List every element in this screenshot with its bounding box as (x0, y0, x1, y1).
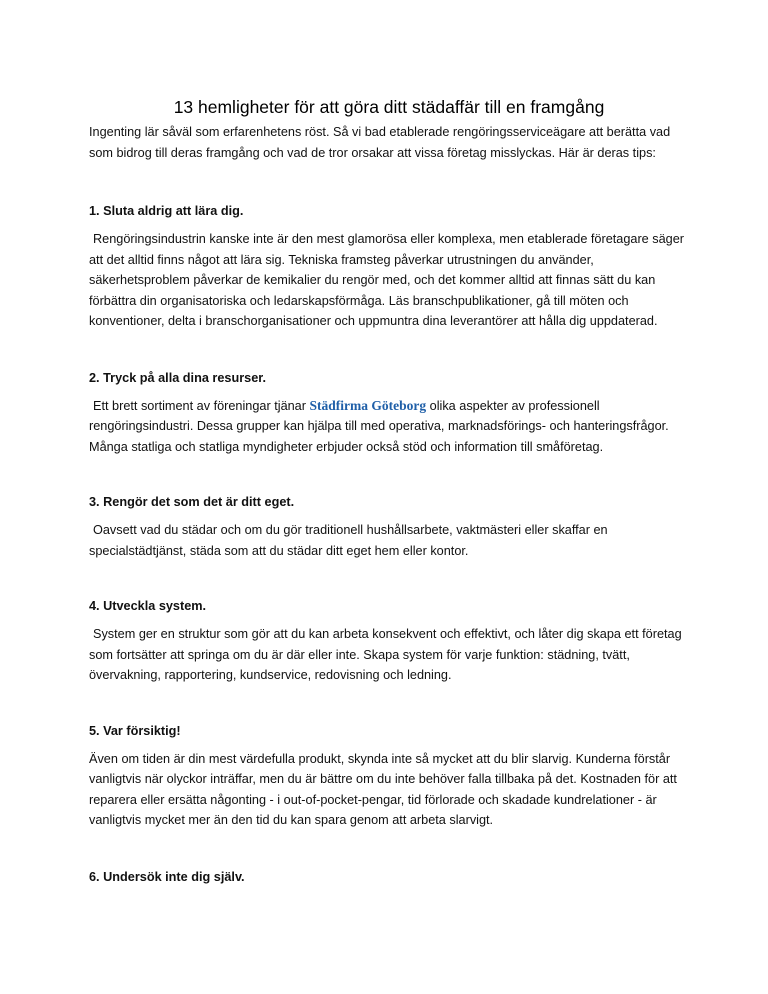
section-6 (89, 867, 689, 887)
document-page (89, 96, 689, 895)
section-body: Även om tiden är din mest värdefulla produkt, skynda inte så mycket att du blir slarvig. Kunderna förstår vanligtvis när olyckor inträffar, men du är bättre om du inte behöver falla tillbaka på det. Kostnaden för att reparera eller ersätta någonting - i out-of-pocket-pengar, tid förlorade och skadade kundrelationer - är vanligtvis mycket mer än den tid du kan spara genom att arbeta slarvigt. (89, 751, 677, 827)
section-5 (89, 721, 689, 831)
section-2 (89, 368, 689, 458)
section-1 (89, 201, 689, 332)
section-body: System ger en struktur som gör att du kan arbeta konsekvent och effektivt, och låter dig skapa ett företag som fortsätter att springa om du är där eller inte. Skapa system för varje funktion: städning, tvätt, övervakning, rapportering, kundservice, redovisning och ledning. (89, 627, 682, 682)
intro-paragraph: Ingenting lär såväl som erfarenhetens röst. Så vi bad etablerade rengöringsserviceägare att berätta vad som bidrog till deras framgång och vad de tror orsakar att vissa företag misslyckas. Här är deras tips: (89, 125, 671, 160)
document-title: 13 hemligheter för att göra ditt städaffär till en framgång (173, 97, 605, 117)
section-body: Oavsett vad du städar och om du gör traditionell hushållsarbete, vaktmästeri eller skaffar en specialstädtjänst, städa som att du städar ditt eget hem eller kontor. (89, 523, 608, 558)
section-body (89, 396, 689, 458)
stadfirma-goteborg-link[interactable]: Städfirma Göteborg (309, 397, 427, 413)
section-heading: 3. Rengör det som det är ditt eget. (89, 495, 295, 509)
section-heading: 1. Sluta aldrig att lära dig. (89, 204, 244, 218)
section-heading: 6. Undersök inte dig själv. (89, 869, 245, 884)
section-body-text: Ett brett sortiment av föreningar tjänar (93, 398, 306, 413)
section-3 (89, 492, 689, 561)
section-heading: 4. Utveckla system. (89, 599, 207, 613)
section-heading: 2. Tryck på alla dina resurser. (89, 370, 267, 385)
section-4 (89, 596, 689, 686)
section-body: Rengöringsindustrin kanske inte är den mest glamorösa eller komplexa, men etablerade företagare säger att det alltid finns något att lära sig. Tekniska framsteg påverkar utrustningen du använder, säkerhetsproblem påverkar de kemikalier du rengör med, och det kommer alltid att finnas sätt du kan förbättra din organisatoriska och ledarskapsförmåga. Läs branschpublikationer, gå till möten och konventioner, delta i branschorganisationer och uppmuntra dina leverantörer att hålla dig uppdaterad. (89, 232, 684, 328)
section-heading: 5. Var försiktig! (89, 723, 181, 738)
section-body-text: olika aspekter av professionell rengöringsindustri. Dessa grupper kan hjälpa till med operativa, marknadsförings- och hanteringsfrågor. Många statliga och statliga myndigheter erbjuder också stöd och information till småföretag. (89, 398, 669, 454)
